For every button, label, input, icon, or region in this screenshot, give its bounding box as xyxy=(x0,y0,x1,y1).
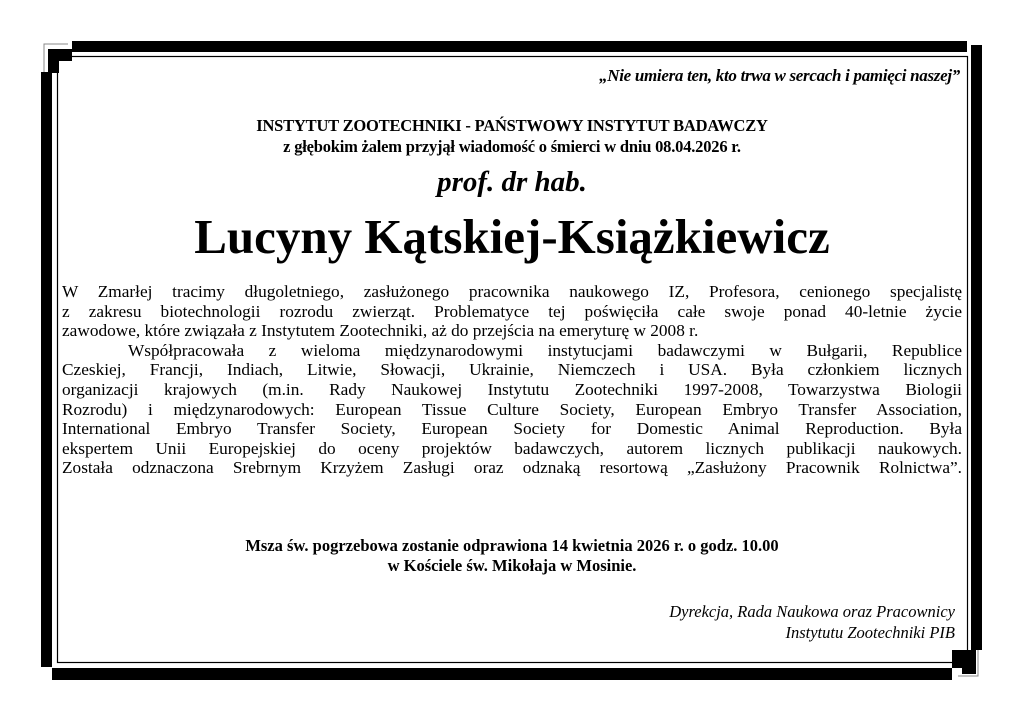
institute-name: INSTYTUT ZOOTECHNIKI - PAŃSTWOWY INSTYTUT BADAWCZY xyxy=(256,116,768,135)
body-line: Czeskiej, Francji, Indiach, Litwie, Słowacji, Ukrainie, Niemczech i USA. Była członkiem licznych xyxy=(62,360,962,380)
body-line: Została odznaczona Srebrnym Krzyżem Zasługi oraz odznaką resortową „Zasłużony Pracownik Rolnictwa”. xyxy=(62,458,962,478)
deceased-name: Lucyny Kątskiej-Książkiewicz xyxy=(194,209,830,264)
funeral-mass-time: Msza św. pogrzebowa zostanie odprawiona 14 kwietnia 2026 r. o godz. 10.00 xyxy=(245,536,779,555)
signature xyxy=(669,601,955,643)
body-line: International Embryo Transfer Society, European Society for Domestic Animal Reproduction. Była xyxy=(62,419,962,439)
signature-line-1: Dyrekcja, Rada Naukowa oraz Pracownicy xyxy=(669,602,955,621)
body-line: ekspertem Unii Europejskiej do oceny projektów badawczych, autorem licznych publikacji naukowych. xyxy=(62,438,962,458)
body-line: z zakresu biotechnologii rozrodu zwierząt. Problematyce tej poświęciła całe swoje ponad 40-letnie życie xyxy=(62,301,962,321)
body-line: W Zmarłej tracimy długoletniego, zasłużonego pracownika naukowego IZ, Profesora, cenionego specjalistę xyxy=(62,282,962,301)
academic-title: prof. dr hab. xyxy=(437,166,587,198)
epigraph-quote: „Nie umiera ten, kto trwa w sercach i pamięci naszej” xyxy=(599,66,960,85)
obituary-body xyxy=(62,282,962,478)
body-line: organizacji krajowych (m.in. Rady Naukowej Instytutu Zootechniki 1997-2008, Towarzystwa Biologii xyxy=(62,379,962,399)
funeral-location: w Kościele św. Mikołaja w Mosinie. xyxy=(387,556,637,575)
body-line: zawodowe, które związała z Instytutem Zootechniki, aż do przejścia na emeryturę w 2008 r. xyxy=(62,321,699,341)
body-line: Rozrodu) i międzynarodowych: European Tissue Culture Society, European Embryo Transfer Association, xyxy=(62,399,962,419)
funeral-info xyxy=(0,536,1024,576)
announcement: z głębokim żalem przyjął wiadomość o śmierci w dniu 08.04.2026 r. xyxy=(283,137,741,156)
signature-line-2: Instytutu Zootechniki PIB xyxy=(785,623,955,642)
body-line: Współpracowała z wieloma międzynarodowymi instytucjami badawczymi w Bułgarii, Republice xyxy=(128,340,962,360)
